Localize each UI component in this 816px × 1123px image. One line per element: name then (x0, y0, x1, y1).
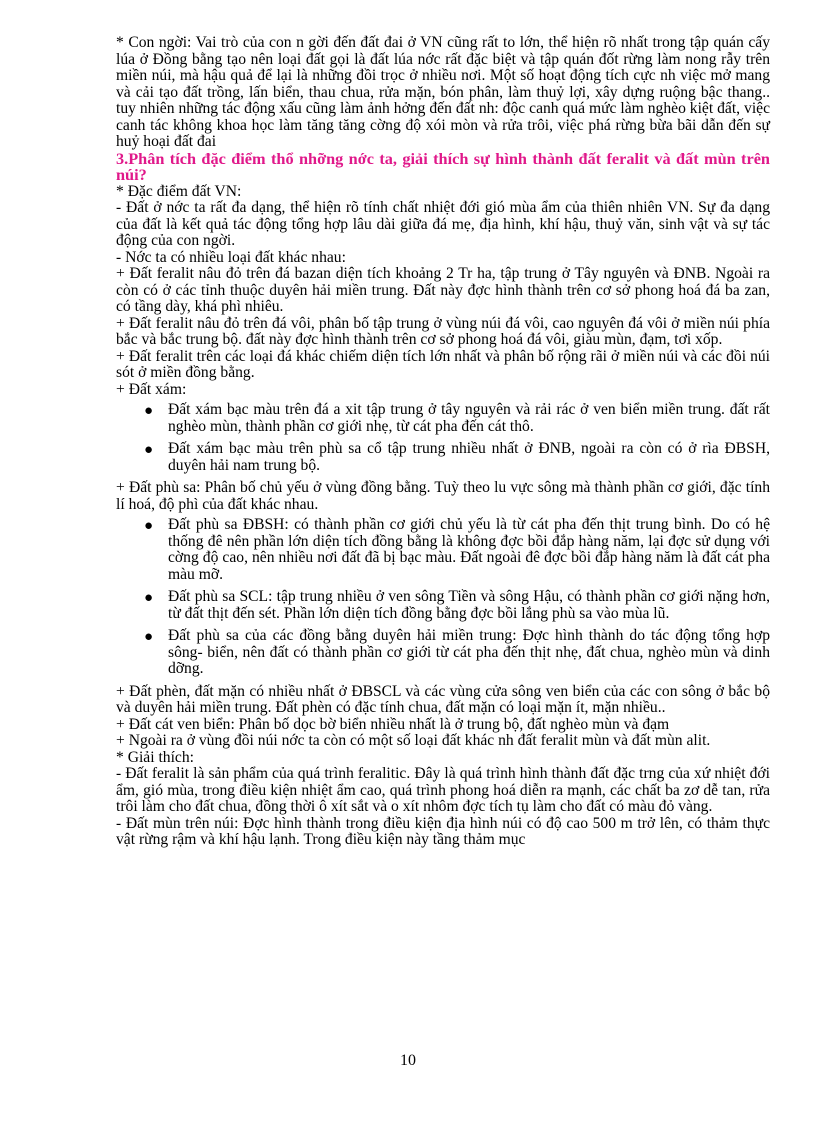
list-item (116, 628, 770, 678)
list-item-text: Đất phù sa ĐBSH: có thành phần cơ giới chủ yếu là từ cát pha đến thịt trung bình. Do có hệ thống đê nên phần lớn diện tích đồng bằng là không đợc bồi đắp hàng năm, lại đợc sử dụng với cờng độ cao, nên nhiều nơi đất đã bị bạc màu. Đất ngoài đê đợc bồi đắp hàng năm là đất cát pha màu mỡ. (168, 516, 770, 583)
list-item (116, 517, 770, 583)
page-content (116, 35, 770, 849)
bullet-icon: ● (144, 442, 154, 458)
paragraph: + Đất feralit nâu đỏ trên đá vôi, phân bố tập trung ở vùng núi đá vôi, cao nguyên đá vôi ở miền núi phía bắc và bắc trung bộ. đất này đợc hình thành trên cơ sở phong hoá đá vôi, giàu mùn, đạm, tơi xốp. (116, 314, 770, 348)
list-item-text: Đất xám bạc màu trên phù sa cổ tập trung nhiều nhất ở ĐNB, ngoài ra còn có ở rìa ĐBSH, duyên hải nam trung bộ. (168, 440, 770, 474)
list-item (116, 402, 770, 435)
paragraph: + Đất cát ven biển: Phân bố dọc bờ biển nhiều nhất là ở trung bộ, đất nghèo mùn và đạm (116, 715, 670, 733)
paragraph: - Đất feralit là sản phẩm của quá trình feralitic. Đây là quá trình hình thành đất đặc trng của xứ nhiệt đới ẩm, gió mùa, trong điều kiện nhiệt ẩm cao, quá trình phong hoá diễn ra mạnh, các chất ba zơ dễ tan, rửa trôi làm cho đất chua, đồng thời ô xít sắt và o xít nhôm đợc tích tụ làm cho đất có màu đỏ vàng. (116, 765, 770, 815)
bullet-icon: ● (144, 590, 154, 606)
bullet-list-dat-xam (116, 402, 770, 474)
paragraph: - Nớc ta có nhiều loại đất khác nhau: (116, 248, 346, 266)
paragraph: + Đất feralit nâu đỏ trên đá bazan diện tích khoảng 2 Tr ha, tập trung ở Tây nguyên và ĐNB. Ngoài ra còn có ở các tỉnh thuộc duyên hải miền trung. Đất này đợc hình thành trên cơ sở phong hoá đá ba zan, có tầng dày, khá phì nhiêu. (116, 265, 770, 315)
list-item-text: Đất xám bạc màu trên đá a xit tập trung ở tây nguyên và rải rác ở ven biển miền trung. đất rất nghèo mùn, thành phần cơ giới nhẹ, từ cát pha đến cát thô. (168, 401, 770, 435)
paragraph: + Ngoài ra ở vùng đồi núi nớc ta còn có một số loại đất khác nh đất feralit mùn và đất mùn alit. (116, 732, 711, 749)
paragraph: + Đất phèn, đất mặn có nhiều nhất ở ĐBSCL và các vùng cửa sông ven biển của các con sông ở bắc bộ và duyên hải miền trung. Đất phèn có đặc tính chua, đất mặn có loại mặn ít, mặn nhiều.. (116, 682, 770, 716)
list-item (116, 589, 770, 622)
paragraph: + Đất feralit trên các loại đá khác chiếm diện tích lớn nhất và phân bố rộng rãi ở miền núi và các đồi núi sót ở miền đồng bằng. (116, 347, 770, 381)
page-number: 10 (400, 1052, 416, 1069)
list-item-text: Đất phù sa SCL: tập trung nhiều ở ven sông Tiền và sông Hậu, có thành phần cơ giới nặng hơn, từ đất thịt đến sét. Phần lớn diện tích đồng bằng đợc bồi lắng phù sa vào mùa lũ. (168, 588, 770, 622)
paragraph: * Giải thích: (116, 748, 194, 766)
bullet-icon: ● (144, 518, 154, 534)
paragraph: * Đặc điểm đất VN: (116, 182, 242, 200)
bullet-list-dat-phu-sa (116, 517, 770, 678)
paragraph: + Đất phù sa: Phân bố chủ yếu ở vùng đồng bằng. Tuỳ theo lu vực sông mà thành phần cơ giới, đặc tính lí hoá, độ phì của đất khác nhau. (116, 479, 770, 513)
bullet-icon: ● (144, 629, 154, 645)
list-item (116, 441, 770, 474)
paragraph: + Đất xám: (116, 380, 187, 398)
paragraph: - Đất mùn trên núi: Đợc hình thành trong điều kiện địa hình núi có độ cao 500 m trở lên, có thảm thực vật rừng rậm và khí hậu lạnh. Trong điều kiện này tầng thảm mục (116, 814, 770, 848)
list-item-text: Đất phù sa của các đồng bằng duyên hải miền trung: Đợc hình thành do tác động tổng hợp sông- biển, nên đất có thành phần cơ giới từ cát pha đến thịt nhẹ, đất chua, nghèo mùn và dinh dỡng. (168, 627, 770, 677)
paragraph: * Con ngời: Vai trò của con n gời đến đất đai ở VN cũng rất to lớn, thể hiện rõ nhất trong tập quán cấy lúa ở Đồng bằng tạo nên loại đất gọi là đất lúa nớc rất đặc biệt và tập quán đốt rừng làm nong rẫy trên miền núi, mà hậu quả để lại là những đồi trọc ở nhiều nơi. Một số hoạt động tích cực nh việc mở mang và cải tạo đất trồng, lấn biển, thau chua, rửa mặn, bón phân, làm thuỷ lợi, xây dựng ruộng bậc thang.. tuy nhiên những tác động xấu cũng làm ảnh hởng đến đất nh: độc canh quá mức làm nghèo kiệt đất, việc canh tác không khoa học làm tăng tăng cờng độ xói mòn và rửa trôi, việc phá rừng bừa bãi dẫn đến sự huỷ hoại đất đai (116, 34, 770, 150)
paragraph: - Đất ở nớc ta rất đa dạng, thể hiện rõ tính chất nhiệt đới gió mùa ẩm của thiên nhiên VN. Sự đa dạng của đất là kết quả tác động tổng hợp lâu dài giữa đá mẹ, địa hình, khí hậu, thuỷ văn, sinh vật và sự tác động của con ngời. (116, 199, 770, 249)
bullet-icon: ● (144, 403, 154, 419)
section-heading: 3.Phân tích đặc điểm thổ nhỡng nớc ta, giải thích sự hình thành đất feralit và đất mùn trên núi? (116, 148, 770, 184)
